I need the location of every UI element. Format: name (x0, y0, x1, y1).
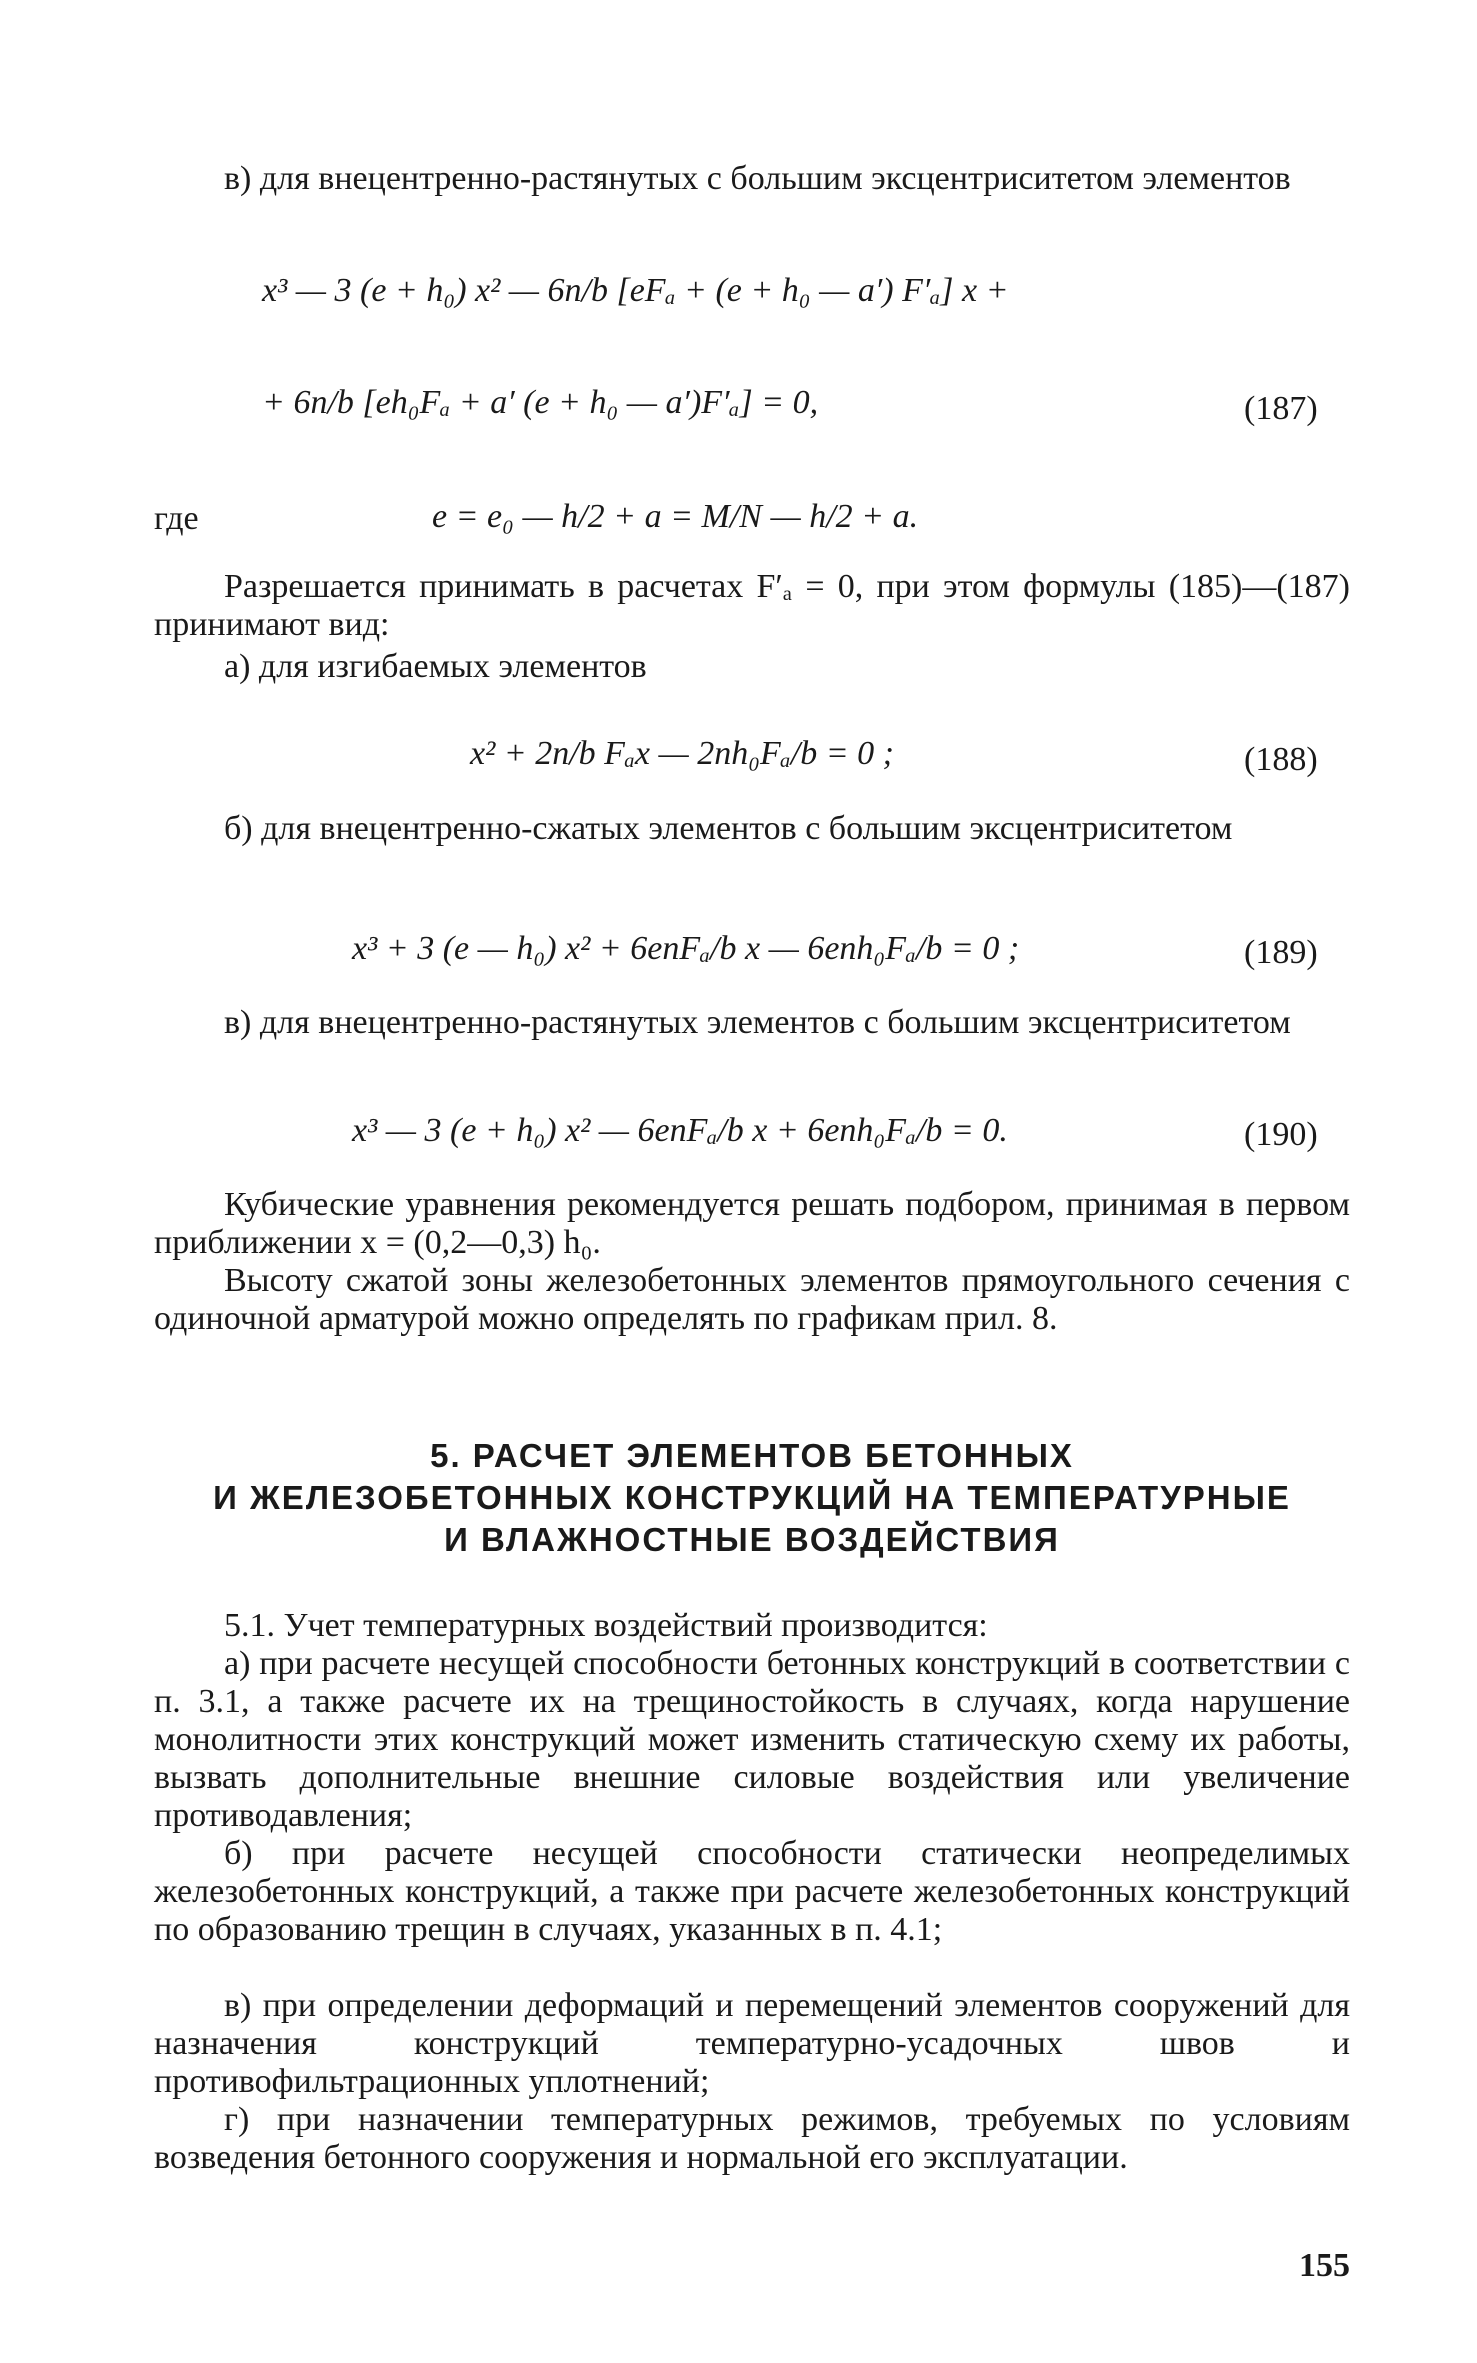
formula-187-line1: x³ — 3 (e + h₀) x² — 6n/b [eFₐ + (e + h₀ — a′) F′ₐ] x + (262, 272, 1009, 309)
paragraph-simplification: Разрешается принимать в расчетах F′ₐ = 0, при этом формулы (185)—(187) принимают вид: (154, 568, 1350, 643)
paragraph-5-1-v: в) при определении деформаций и перемещений элементов сооружений для назначения конструкций температурно-усадочных швов и противофильтрационных уплотнений; (154, 1987, 1350, 2100)
formula-188: x² + 2n/b Fₐx — 2nh₀Fₐ/b = 0 ; (470, 735, 894, 772)
where-label: где (154, 500, 199, 537)
section-heading (154, 1435, 1350, 1561)
paragraph-intro-v: в) для внецентренно-растянутых с большим эксцентриситетом элементов (224, 160, 1291, 197)
page-number: 155 (1299, 2247, 1350, 2284)
paragraph-5-1-a: а) при расчете несущей способности бетонных конструкций в соответствии с п. 3.1, а также расчете их на трещиностойкость в случаях, когда нарушение монолитности этих конструкций может изменить статическую схему их работы, вызвать дополнительные внешние силовые воздействия или увеличение противодавления; (154, 1645, 1350, 1834)
formula-187-line2: + 6n/b [eh₀Fₐ + a′ (e + h₀ — a′)F′ₐ] = 0, (262, 384, 819, 421)
formula-190: x³ — 3 (e + h₀) x² — 6enFₐ/b x + 6enh₀Fₐ/b = 0. (352, 1112, 1008, 1149)
paragraph-item-b: б) для внецентренно-сжатых элементов с большим эксцентриситетом (224, 810, 1233, 847)
paragraph-item-v: в) для внецентренно-растянутых элементов с большим эксцентриситетом (224, 1004, 1291, 1041)
paragraph-5-1-g: г) при назначении температурных режимов, требуемых по условиям возведения бетонного сооружения и нормальной его эксплуатации. (154, 2101, 1350, 2176)
section-heading-line-1: 5. РАСЧЕТ ЭЛЕМЕНТОВ БЕТОННЫХ (430, 1437, 1074, 1474)
formula-e-definition: e = e₀ — h/2 + a = M/N — h/2 + a. (432, 498, 919, 535)
equation-number-188: (188) (1244, 741, 1318, 778)
paragraph-5-1-b: б) при расчете несущей способности статически неопределимых железобетонных конструкций, а также при расчете железобетонных конструкций по образованию трещин в случаях, указанных в п. 4.1; (154, 1835, 1350, 1948)
section-heading-line-3: И ВЛАЖНОСТНЫЕ ВОЗДЕЙСТВИЯ (444, 1521, 1060, 1558)
paragraph-cubic: Кубические уравнения рекомендуется решать подбором, принимая в первом приближении x = (0,2—0,3) h₀. (154, 1186, 1350, 1261)
paragraph-item-a: а) для изгибаемых элементов (224, 648, 647, 685)
paragraph-compressed-zone: Высоту сжатой зоны железобетонных элементов прямоугольного сечения с одиночной арматурой можно определять по графикам прил. 8. (154, 1262, 1350, 1337)
equation-number-187: (187) (1244, 390, 1318, 427)
section-heading-line-2: И ЖЕЛЕЗОБЕТОННЫХ КОНСТРУКЦИЙ НА ТЕМПЕРАТУРНЫЕ (213, 1479, 1291, 1516)
equation-number-190: (190) (1244, 1116, 1318, 1153)
formula-189: x³ + 3 (e — h₀) x² + 6enFₐ/b x — 6enh₀Fₐ/b = 0 ; (352, 930, 1020, 967)
equation-number-189: (189) (1244, 934, 1318, 971)
paragraph-5-1: 5.1. Учет температурных воздействий производится: (224, 1607, 988, 1644)
